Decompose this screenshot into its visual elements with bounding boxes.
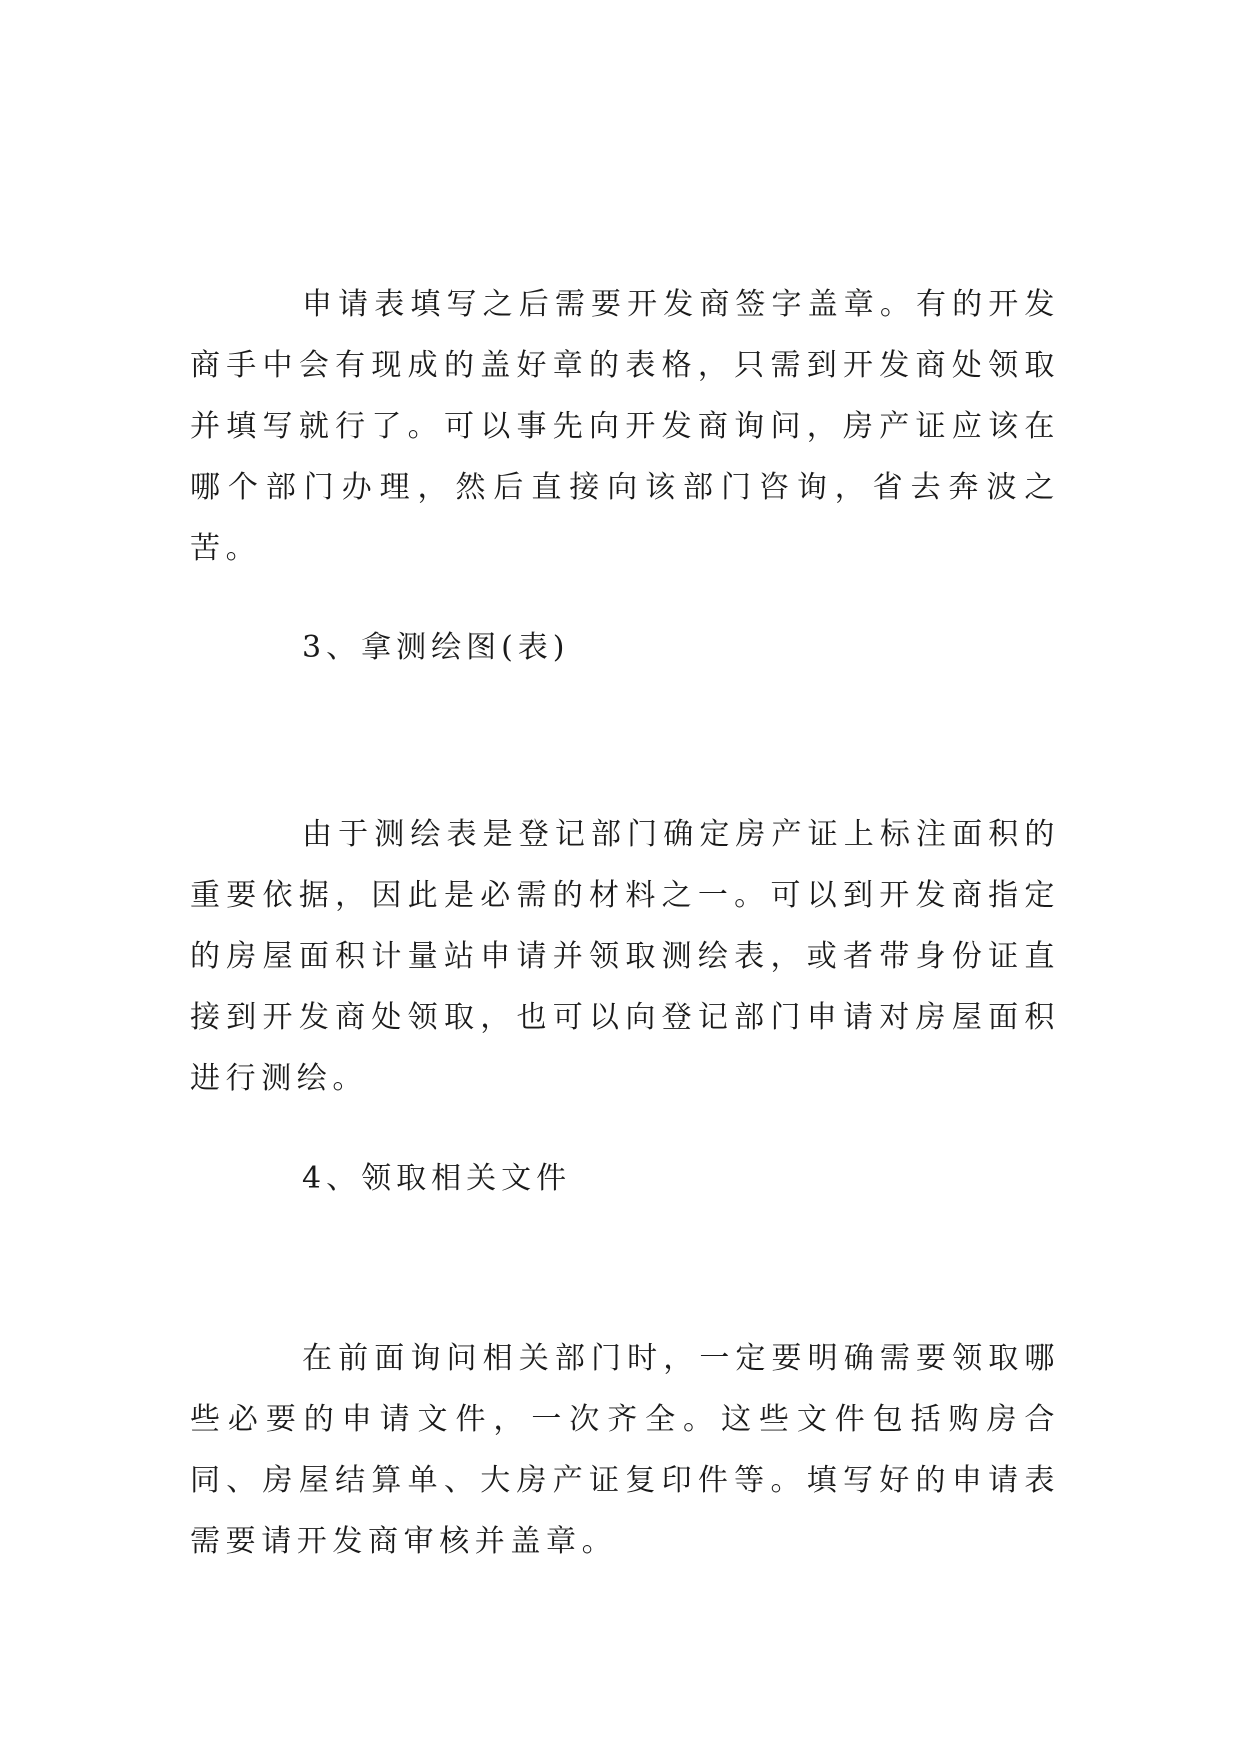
paragraph-developer-seal: 申请表填写之后需要开发商签字盖章。有的开发商手中会有现成的盖好章的表格，只需到开发商处领取并填写就行了。可以事先向开发商询问，房产证应该在哪个部门办理，然后直接向该部门咨询，省去奔波之苦。 — [190, 287, 1060, 566]
heading-related-documents: 4、领取相关文件 — [302, 1161, 572, 1196]
paragraph-survey-table: 由于测绘表是登记部门确定房产证上标注面积的重要依据，因此是必需的材料之一。可以到开发商指定的房屋面积计量站申请并领取测绘表，或者带身份证直接到开发商处领取，也可以向登记部门申请对房屋面积进行测绘。 — [190, 817, 1060, 1096]
paragraph-application-documents: 在前面询问相关部门时，一定要明确需要领取哪些必要的申请文件，一次齐全。这些文件包括购房合同、房屋结算单、大房产证复印件等。填写好的申请表需要请开发商审核并盖章。 — [190, 1341, 1060, 1559]
heading-survey-drawing: 3、拿测绘图(表) — [302, 630, 570, 665]
